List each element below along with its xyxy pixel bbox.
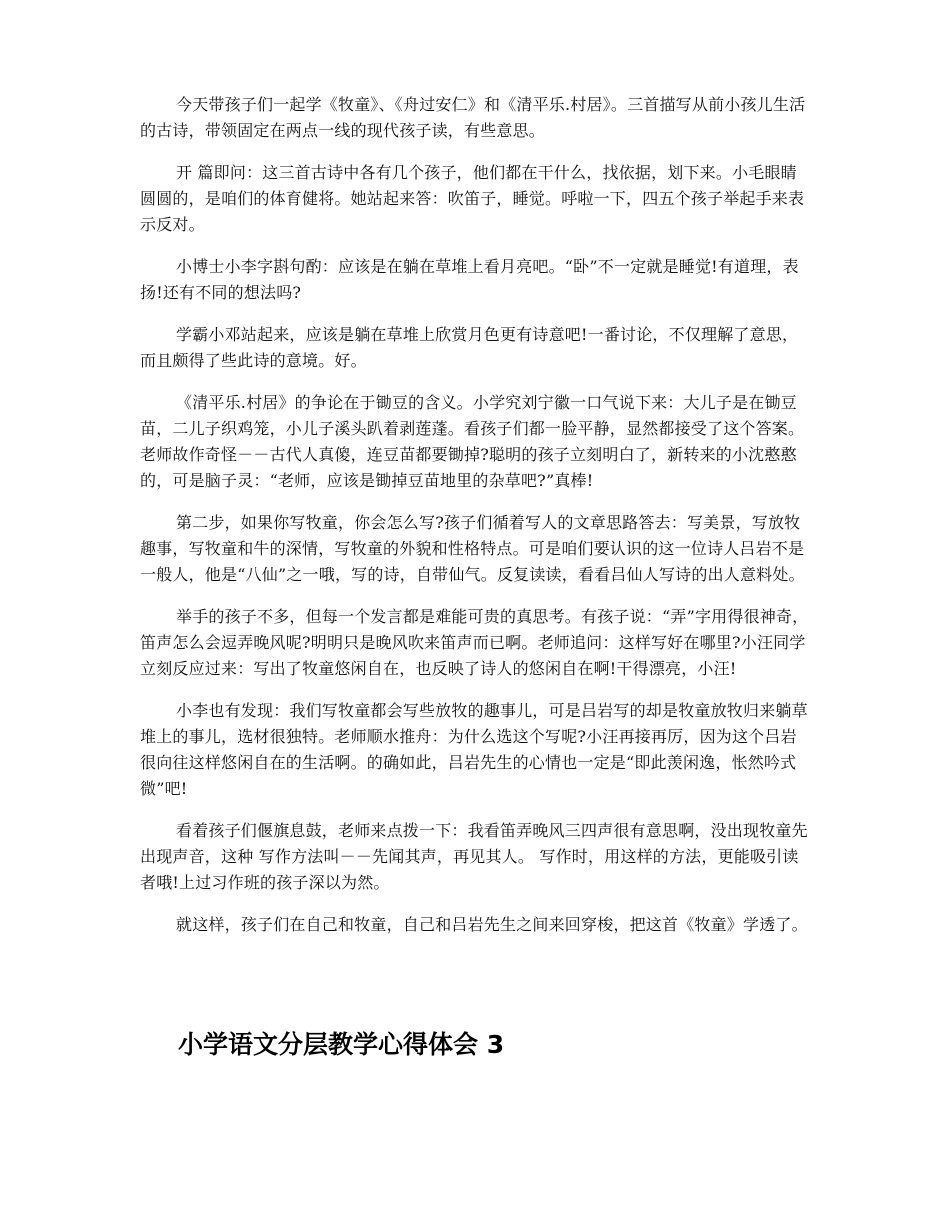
section-heading: 小学语文分层教学心得体会 3: [178, 1030, 505, 1059]
paragraph: 举手的孩子不多，但每一个发言都是难能可贵的真思考。有孩子说：“弄”字用得很神奇，笛声怎么会逗弄晚风呢?明明只是晚风吹来笛声而已啊。老师追问：这样写好在哪里?小汪同学立刻反应过来：写出了牧童悠闲自在，也反映了诗人的悠闲自在啊!干得漂亮，小汪!: [140, 607, 809, 678]
paragraph: 小李也有发现：我们写牧童都会写些放牧的趣事儿，可是吕岩写的却是牧童放牧归来躺草堆上的事儿，选材很独特。老师顺水推舟：为什么选这个写呢?小汪再接再厉，因为这个吕岩很向往这样悠闲自在的生活啊。的确如此，吕岩先生的心情也一定是“即此羡闲逸，怅然吟式微”吧!: [140, 701, 808, 798]
paragraph: 看着孩子们偃旗息鼓，老师来点拨一下：我看笛弄晚风三四声很有意思啊，没出现牧童先出现声音，这种 写作方法叫－－先闻其声，再见其人。 写作时，用这样的方法，更能吸引读者哦!上过习作班的孩子深以为然。: [140, 821, 808, 892]
paragraph: 第二步，如果你写牧童，你会怎么写?孩子们循着写人的文章思路答去：写美景，写放牧趣事，写牧童和牛的深情，写牧童的外貌和性格特点。可是咱们要认识的这一位诗人吕岩不是一般人，他是“八仙”之一哦，写的诗，自带仙气。反复读读，看看吕仙人写诗的出人意料处。: [140, 513, 805, 584]
paragraph: 开 篇即问：这三首古诗中各有几个孩子，他们都在干什么，找依据，划下来。小毛眼睛圆圆的，是咱们的体育健将。她站起来答：吹笛子，睡觉。呼啦一下，四五个孩子举起手来表示反对。: [140, 163, 805, 234]
article-body: [140, 92, 812, 954]
paragraph: 学霸小邓站起来，应该是躺在草堆上欣赏月色更有诗意吧!一番讨论，不仅理解了意思，而且颇得了些此诗的意境。好。: [140, 325, 799, 370]
paragraph: 就这样，孩子们在自己和牧童，自己和吕岩先生之间来回穿梭，把这首《牧童》学透了。: [176, 915, 808, 934]
paragraph: 小博士小李字斟句酌：应该是在躺在草堆上看月亮吧。“卧”不一定就是睡觉!有道理，表扬!还有不同的想法吗?: [140, 257, 799, 302]
paragraph: 今天带孩子们一起学《牧童》、《舟过安仁》和《清平乐.村居》。三首描写从前小孩儿生活的古诗，带领固定在两点一线的现代孩子读，有些意思。: [140, 95, 806, 140]
paragraph: 《清平乐.村居》的争论在于锄豆的含义。小学究刘宁徽一口气说下来：大儿子是在锄豆苗，二儿子织鸡笼，小儿子溪头趴着剥莲蓬。看孩子们都一脸平静，显然都接受了这个答案。老师故作奇怪－－古代人真傻，连豆苗都要锄掉?聪明的孩子立刻明白了，新转来的小沈憨憨的，可是脑子灵：“老师，应该是锄掉豆苗地里的杂草吧?”真棒!: [140, 393, 805, 490]
